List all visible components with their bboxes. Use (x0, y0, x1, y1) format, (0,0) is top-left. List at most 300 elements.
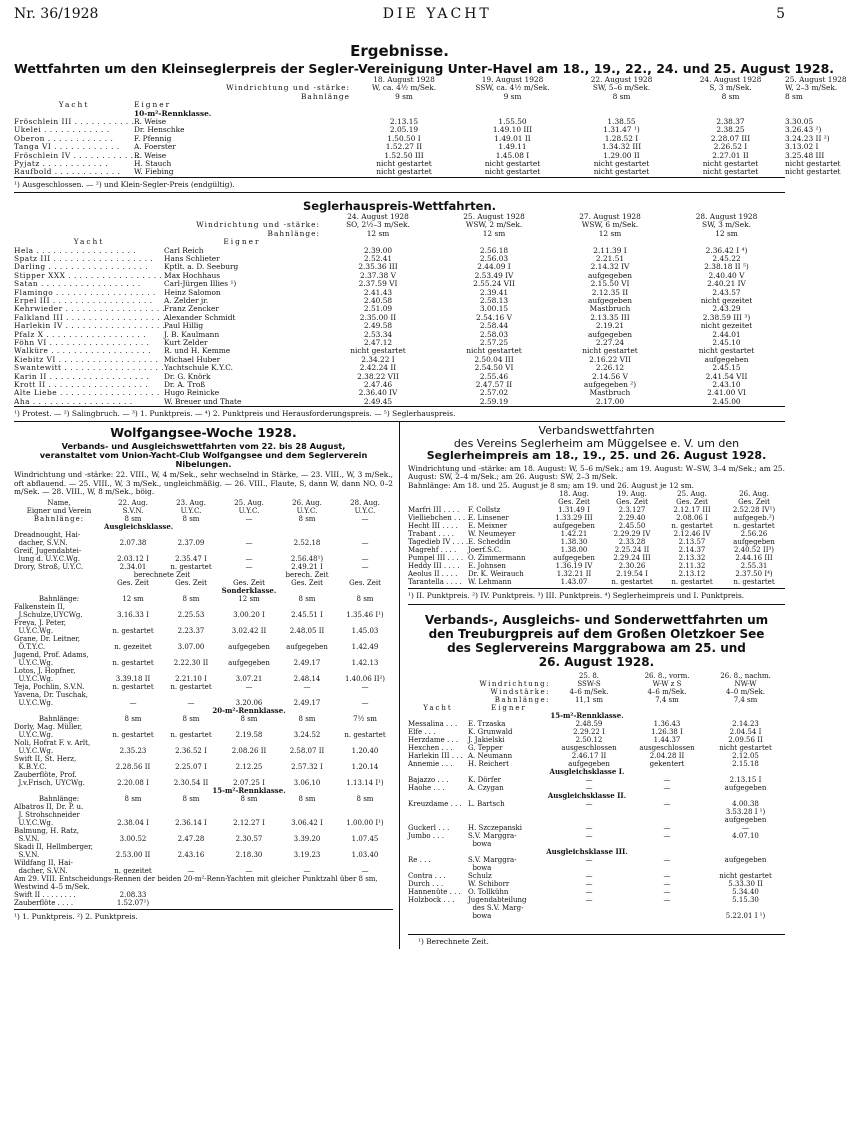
spacer (336, 635, 394, 643)
owner-name: E. Linsener (468, 513, 509, 522)
bahn-value: — (245, 515, 253, 524)
wind-dir-label: Windrichtung: (479, 679, 550, 688)
yacht-name (408, 816, 468, 824)
yacht-owner: U.Y.C.Wg. (14, 659, 54, 668)
result-time: 2.29.22 I (573, 727, 605, 736)
result-row: Oberon . . . . . . . . . . . . F. Pfennig 1.50.50 I 1.49.01 II 1.28.52 I 2.28.07 III 3.24.23 II ²) (14, 133, 830, 143)
spacer (104, 755, 162, 763)
yacht-name: Satan . . . . . . . . . . . . . . . . . . (14, 279, 141, 289)
wolfgangsee-table (14, 499, 394, 907)
spacer (408, 768, 468, 776)
result-time: — (663, 783, 671, 792)
spacer (220, 635, 278, 643)
spacer (14, 587, 104, 595)
spacer (278, 755, 336, 763)
result-row (14, 611, 394, 619)
yacht-name: Swift II . . . . . . . . (14, 891, 76, 900)
result-time: aufgegeben (733, 537, 775, 546)
result-row (408, 912, 785, 920)
bahn-label: Bahnlänge: (33, 515, 85, 524)
result-row (14, 843, 394, 851)
result-time: 2.12.25 (235, 763, 263, 772)
result-time: 3.07.21 (235, 675, 263, 684)
result-time: 2.28.56 II (115, 763, 151, 772)
spacer (162, 859, 220, 867)
yacht-owner: Teja, Pochlin, S.V.N. (14, 683, 85, 692)
yacht-name: Tanga VI . . . . . . . . . . . . (14, 142, 120, 152)
result-time: 2.37.09 (177, 539, 205, 548)
result-time: 2.55.46 (479, 371, 509, 381)
class-row (14, 707, 394, 715)
result-time: 1.42.49 (351, 643, 379, 652)
day-bahn: 8 sm (721, 91, 740, 101)
result-row (408, 522, 785, 530)
result-time: 2.40.58 (363, 295, 393, 305)
result-time: 2.12.27 I (233, 819, 265, 828)
spacer (550, 912, 628, 920)
result-row (408, 546, 785, 554)
yacht-name: Jumbo . . . (408, 831, 444, 840)
total-time-label: Ges. Zeit (616, 497, 648, 506)
day-club: U.Y.C. (354, 507, 376, 516)
result-row (408, 720, 785, 728)
spacer (408, 792, 468, 800)
spacer (14, 707, 104, 715)
result-time: 2.30.54 II (173, 779, 209, 788)
bahn-row (14, 715, 394, 723)
result-time: n. gestartet (112, 627, 154, 636)
yacht-name: Fröschlein IV . . . . . . . . . . . . (14, 150, 140, 160)
result-time: 2.13.32 (678, 553, 706, 562)
result-time: 2.23.37 (177, 627, 205, 636)
result-time: — (663, 887, 671, 896)
result-time: 2.37.38 V (360, 270, 396, 280)
bahn-row (14, 595, 394, 603)
result-time: 2.12.35 II (591, 287, 629, 297)
result-time: 2.39.00 (363, 245, 393, 255)
result-time: 2.40.21 IV (707, 279, 746, 289)
yacht-owner: Grane, Dr. Leitner, (14, 635, 81, 644)
bahn-label: Bahnlänge: (267, 228, 320, 238)
day-date: 28. Aug. (350, 499, 380, 508)
result-time: 2.38.22 VII (357, 371, 399, 381)
magazine-title: DIE YACHT (382, 6, 492, 22)
result-row (14, 723, 394, 731)
result-time: 2.14.37 (678, 545, 706, 554)
result-time: n. gezeitet (114, 643, 152, 652)
yacht-name: Alte Liebe . . . . . . . . . . . . . . . . . . (14, 388, 160, 398)
result-time: — (303, 867, 311, 876)
day-wind: WSW, 2 m/Sek. (465, 220, 523, 230)
result-time: 2.28.07 III (710, 133, 751, 143)
treuburg-title2: den Treuburgpreis auf dem Großen Oletzkoer See (428, 626, 765, 641)
result-time: 2.53.34 (363, 329, 393, 339)
result-time: — (129, 699, 137, 708)
yacht-owner: J.Schulze,UYCWg. (14, 611, 83, 620)
owner-name: Michael Huber (164, 354, 221, 364)
day-date: 18. August 1928 (373, 75, 435, 84)
spacer (104, 667, 162, 675)
result-time: 2.14.23 (732, 719, 759, 728)
yacht-name: Swantewitt . . . . . . . . . . . . . . . . . . (14, 363, 165, 373)
result-time: 2.53.49 IV (474, 270, 514, 280)
yacht-name: Krott II . . . . . . . . . . . . . . . . . . (14, 380, 149, 389)
result-time: 3.24.52 (293, 731, 321, 740)
owner-name: bowa (468, 863, 492, 872)
result-time: aufgegeben (588, 295, 632, 305)
day-date: 26. Aug. (292, 499, 322, 508)
spacer (242, 126, 350, 134)
result-time: 2.35.23 (119, 747, 147, 756)
result-time: — (663, 879, 671, 888)
yacht-name: Elfe . . . (408, 727, 436, 736)
spacer (104, 603, 162, 611)
result-row (14, 827, 394, 835)
day-date: 18. Aug. (559, 489, 589, 498)
result-time: 2.55.31 (740, 561, 768, 570)
result-time: 2.43.16 (177, 851, 205, 860)
day-date: 25. Aug. (677, 489, 707, 498)
yacht-owner: J. Strohschneider (14, 811, 80, 820)
result-time: 2.12.05 (732, 751, 759, 760)
wolfgangsee-subtitle: Verbands- und Ausgleichswettfahrten vom 22. bis 28 August, veranstaltet vom Union-Yacht-Club Wolfgangsee und dem Seglerverein Nibelungen. (39, 441, 368, 470)
wind-dir: W-W z S (652, 679, 682, 688)
spacer (336, 619, 394, 627)
spacer (408, 672, 550, 680)
result-time: 1.07.45 (351, 835, 379, 844)
eigner-col-head: Eigner (223, 237, 261, 247)
results-heading: Ergebnisse. (350, 42, 449, 60)
spacer (336, 651, 394, 659)
result-time: 2.50.04 III (474, 354, 514, 364)
owner-name: Dr. K. Weirauch (468, 569, 524, 578)
result-time: 2.18.30 (235, 851, 263, 860)
spacer (104, 531, 162, 539)
spacer (14, 523, 104, 531)
bahn-value: 8 sm (182, 595, 200, 604)
result-time: 1.35.46 I¹) (346, 611, 384, 620)
spacer (162, 771, 220, 779)
owner-name: W. Schiborr (468, 879, 510, 888)
result-time: 2.38.37 (716, 117, 745, 127)
result-time: 5.34.40 (732, 887, 759, 896)
result-row (408, 888, 785, 896)
yacht-name: Tagedieb IV . . . . (408, 537, 469, 546)
result-row (408, 578, 785, 586)
result-time: ausgeschlossen (639, 743, 695, 752)
yacht-name: Holzbock . . . (408, 895, 455, 904)
owner-name: Paul Hillig (164, 321, 204, 331)
class-row (14, 587, 394, 595)
yacht-name: Kehrwieder . . . . . . . . . . . . . . . . . . (14, 304, 166, 314)
owner-name: S.V. Marggra- (468, 855, 517, 864)
bahn-value: 8 sm (298, 595, 316, 604)
result-time: 2.11.32 (678, 561, 706, 570)
day-bahn: 12 sm (366, 228, 390, 238)
result-time: 2.04.54 I (729, 727, 762, 736)
spacer (242, 143, 350, 151)
result-time: 2.36.40 IV (358, 388, 398, 398)
result-time: 1.52.50 III (384, 150, 424, 160)
day-date: 25. Aug. (234, 499, 264, 508)
yacht-name: Aha . . . . . . . . . . . . . . . . . . (14, 396, 133, 406)
spacer (14, 579, 104, 587)
result-time: — (303, 683, 311, 692)
day-date: 26. 8., nachm. (720, 671, 771, 680)
yacht-name: Karin II . . . . . . . . . . . . . . . . . . (14, 371, 150, 381)
result-time: 1.32.21 II (556, 569, 592, 578)
bahn-value: 7,4 sm (655, 695, 679, 704)
result-time: n. gestartet (112, 731, 154, 740)
yacht-owner: U.Y.C.Wg. (14, 819, 54, 828)
yacht-name: Pyjatz . . . . . . . . . . . . (14, 159, 109, 169)
yacht-name: Raufbold . . . . . . . . . . . . (14, 167, 121, 177)
result-time: — (585, 831, 593, 840)
day-wind: SW, 3 m/Sek. (702, 220, 751, 230)
owner-name: Yachtschule K.Y.C. (164, 363, 234, 373)
treuburg-title1: Verbands-, Ausgleichs- und Sonderwettfahrten um (424, 612, 769, 627)
yacht-name: Spatz III . . . . . . . . . . . . . . . . . . (14, 253, 154, 263)
yacht-col-head: Yacht (423, 703, 453, 712)
result-time: gekentert (649, 759, 685, 768)
result-time: 2.26.12 (595, 363, 625, 373)
spacer (628, 840, 706, 848)
yacht-name: Magrehf . . . . (408, 545, 457, 554)
owner-name: S.V. Marggra- (468, 831, 517, 840)
result-time: n. gestartet (733, 577, 775, 586)
result-row (408, 570, 785, 578)
spacer (336, 603, 394, 611)
total-time-label: Ges. Zeit (676, 497, 708, 506)
bahn-value: 8 sm (182, 715, 200, 724)
spacer (550, 864, 628, 872)
result-time: nicht gestartet (484, 159, 541, 169)
owner-name: A. Foerster (134, 142, 176, 152)
result-time: Mastbruch (589, 388, 631, 398)
wind-label: Windrichtung und -stärke: (226, 83, 350, 93)
bahn-value: 8 sm (124, 515, 142, 524)
result-time: 2.55.24 VII (473, 279, 515, 289)
result-time: 2.03.12 I (117, 555, 149, 564)
seglerheim-title2: des Vereins Seglerheim am Müggelsee e. V. um den (453, 436, 740, 450)
class-row (408, 792, 785, 800)
owner-name: L. Bartsch (468, 799, 505, 808)
result-time: — (663, 775, 671, 784)
yacht-owner: dacher, S.V.N. (14, 539, 68, 548)
total-time-label: Ges. Zeit (233, 579, 265, 588)
result-time: 1.52.07¹) (116, 899, 150, 908)
result-time: 2.34.01 (119, 563, 147, 572)
result-time: — (663, 895, 671, 904)
total-time-label: Ges. Zeit (291, 579, 323, 588)
result-time: ausgeschlossen (561, 743, 617, 752)
spacer (336, 755, 394, 763)
bahn-value: 11,1 sm (574, 695, 604, 704)
owner-name: G. Tepper (468, 743, 503, 752)
owner-name: E. Trzaska (468, 719, 506, 728)
result-time: 2.30.57 (235, 835, 263, 844)
day-bahn: 9 sm (395, 91, 413, 101)
result-time: 1.03.40 (351, 851, 379, 860)
spacer (336, 667, 394, 675)
owner-name: J. Jakielski (468, 735, 505, 744)
day-bahn: 12 sm (598, 228, 622, 238)
result-time: n. gestartet (671, 577, 713, 586)
result-time: 2.13.57 (678, 537, 706, 546)
result-time: 1.29.00 II (603, 150, 640, 160)
spacer (162, 803, 220, 811)
result-row: Pyjatz . . . . . . . . . . . . H. Stauch nicht gestartet nicht gestartet nicht gestartet nicht gestartet nicht gestartet (14, 159, 841, 169)
yacht-owner: Yavena, Dr. Tuschak, (14, 691, 88, 700)
result-time: 2.07.38 (119, 539, 147, 548)
result-time: 2.15.50 VI (590, 279, 630, 289)
spacer (408, 498, 545, 506)
spacer (104, 811, 162, 819)
spacer (162, 667, 220, 675)
result-time: — (585, 775, 593, 784)
result-row (408, 808, 785, 816)
class-row (408, 848, 785, 856)
result-time: 2.25.24 II (614, 545, 650, 554)
result-time: 2.48.14 (293, 675, 321, 684)
result-time: 2.56.26 (740, 529, 768, 538)
seglerhaus-table (14, 213, 785, 406)
owner-name: Jugendabteilung (468, 895, 527, 904)
result-time: 2.54.50 VI (474, 363, 514, 373)
result-row (14, 675, 394, 683)
yacht-name: Ukelei . . . . . . . . . . . . (14, 125, 110, 135)
yacht-owner: Albatros II, Dr. P. u. (14, 803, 84, 812)
owner-name: F. Pfennig (134, 133, 172, 143)
day-date: 24. August 1928 (699, 75, 762, 84)
spacer (104, 651, 162, 659)
result-time: 2.49.58 (363, 321, 393, 331)
result-time: 2.58.44 (479, 321, 509, 331)
owner-name: Kptlt. a. D. Seeburg (164, 262, 239, 272)
result-time: 2.45.00 (712, 396, 741, 406)
class-label: Ausgleichsklasse I. (549, 766, 625, 776)
result-time: 5.33.30 II (728, 879, 763, 888)
yacht-owner: Ö.T.Y.C. (14, 643, 46, 652)
result-time: — (245, 539, 253, 548)
owner-name: des S.V. Marg- (468, 903, 524, 912)
class-label: 15-m²-Rennklasse. (212, 786, 286, 796)
total-time-label: Ges. Zeit (175, 579, 207, 588)
result-time: aufgegeb.²) (733, 513, 775, 522)
total-time-label: Ges. Zeit (349, 579, 381, 588)
result-time: 2.29.24 III (613, 553, 651, 562)
result-row (14, 891, 394, 899)
owner-name: A. Neumann (468, 751, 513, 760)
yacht-name: Harlekin III . . . (408, 751, 463, 760)
result-time: 2.38.25 (716, 125, 745, 135)
result-time: 2.46.17 II (571, 751, 607, 760)
result-time: 4.07.10 (732, 831, 759, 840)
result-time: — (663, 855, 671, 864)
spacer (336, 843, 394, 851)
result-time: 2.47.12 (363, 337, 393, 347)
result-time: — (585, 871, 593, 880)
owner-name: H. Szczepanski (468, 823, 523, 832)
result-time: 5.15.30 (732, 895, 759, 904)
result-time: 2.04.28 II (649, 751, 685, 760)
result-time: — (585, 887, 593, 896)
bahn-value: 8 sm (298, 515, 316, 524)
result-row (408, 872, 785, 880)
result-time: nicht gezeitet (700, 321, 753, 331)
wind-dir: NW-W (734, 679, 757, 688)
result-time: 2.29.40 (618, 513, 646, 522)
result-time: 1.13.14 I¹) (346, 779, 384, 788)
wind-row (14, 221, 785, 229)
result-time: 1.50.50 I (387, 133, 421, 143)
owner-name: Carl Reich (164, 245, 204, 255)
result-time: 2.14.56 V (592, 371, 628, 381)
result-time: 1.00.00 I¹) (346, 819, 384, 828)
result-time: — (361, 683, 369, 692)
result-time: 2.48.59 (575, 719, 603, 728)
wolfgangsee-wind: Windrichtung und -stärke: 22. VIII., W, 4 m/Sek., sehr wechselnd in Stärke, — 23. VIII., W, 3 m/Sek., oft abflauend. — 25. VIII., W, 3 m/Sek., ungleichmäßig. — 26. VIII., Flaute, S, dann W, dann NO, 0–2 m/Sek. — 28. VIII., W, 8 m/Sek., böig. (14, 470, 393, 497)
result-time: 2.44.01 (712, 329, 741, 339)
spacer (628, 904, 706, 912)
result-time: 2.30.26 (618, 561, 646, 570)
day-date: 22. Aug. (118, 499, 148, 508)
result-time: — (585, 879, 593, 888)
wind-row (408, 680, 785, 688)
spacer (408, 904, 468, 912)
result-row: Fröschlein IV . . . . . . . . . . . . R. Weise 1.52.50 III 1.45.08 I 1.29.00 II 2.27.01 II 3.25.48 III (14, 150, 825, 160)
result-time: 2.57.25 (479, 337, 509, 347)
result-time: 2.26.52 I (713, 142, 748, 152)
result-time: 1.45.08 I (495, 150, 530, 160)
result-row (14, 398, 785, 406)
owner-name: H. Reichert (468, 759, 509, 768)
result-time: 2.38.59 III ³) (702, 312, 751, 322)
day-bahn: 8 sm (612, 91, 631, 101)
day-bahn: 12 sm (482, 228, 506, 238)
yacht-owner: Zauberflöte, Prof. (14, 771, 77, 780)
result-time: — (585, 855, 593, 864)
result-time: nicht gestartet (719, 871, 772, 880)
day-date: 25. 8. (578, 671, 600, 680)
result-time: 4.00.38 (732, 799, 759, 808)
result-time: 2.34.22 I (361, 354, 395, 364)
result-row (14, 691, 394, 699)
bahn-value: 8 sm (124, 795, 142, 804)
spacer (162, 547, 220, 555)
result-time: 2.43.10 (712, 380, 741, 389)
spacer (408, 808, 706, 816)
result-time: 1.44.37 (653, 735, 681, 744)
result-time: n. gestartet (170, 683, 212, 692)
spacer (220, 755, 278, 763)
result-time: — (187, 699, 195, 708)
owner-name: E. Scheddin (468, 537, 511, 546)
spacer (104, 635, 162, 643)
result-time: nicht gestartet (702, 167, 759, 177)
spacer (104, 739, 162, 747)
spacer (336, 547, 394, 555)
result-time: — (245, 555, 253, 564)
result-time: 2.19.54 I (616, 569, 648, 578)
result-row (14, 643, 394, 651)
owner-name: A. Zelder jr. (164, 295, 209, 305)
result-time: n. gestartet (112, 683, 154, 692)
result-time: 3.19.23 (293, 851, 321, 860)
result-time: 2.56.48¹) (290, 555, 324, 564)
class-label: Ausgleichsklasse II. (547, 790, 627, 800)
result-time: 2.45.50 (618, 521, 646, 530)
